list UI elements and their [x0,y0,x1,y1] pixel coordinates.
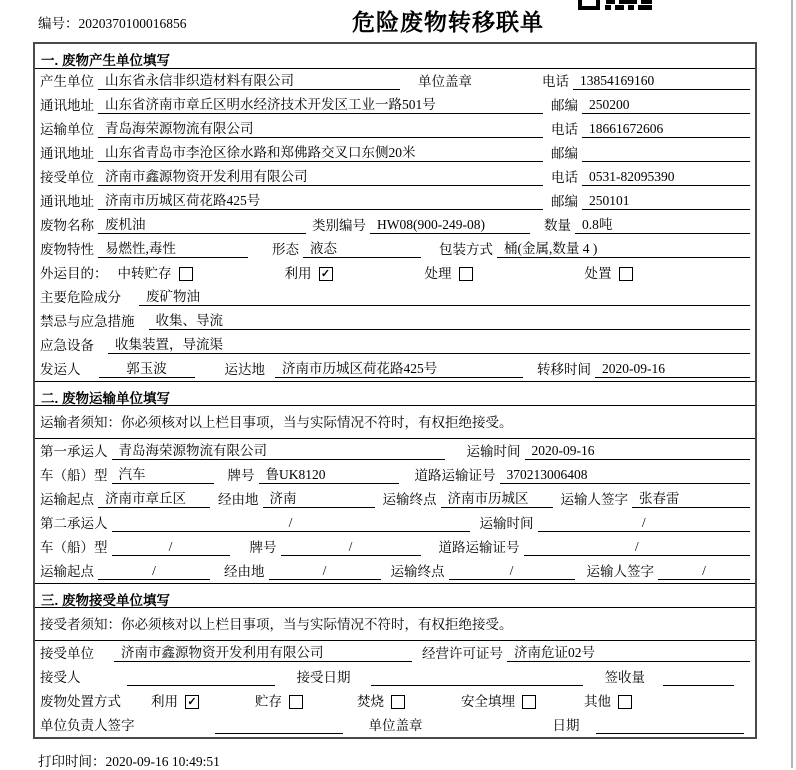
accept-date-value [371,685,583,686]
main-hazard-value: 废矿物油 [139,288,750,306]
sign-date-value [596,733,745,734]
transporter-phone-label: 电话 [551,122,578,137]
shipper-row [35,357,755,381]
second-sign-label: 运输人签字 [586,564,654,579]
disposal-landfill-label: 安全填埋 [461,694,515,709]
first-carrier-label: 第一承运人 [40,444,108,459]
head-sign-row [35,713,755,737]
second-carrier-label: 第二承运人 [40,516,108,531]
second-vehicle-value: / [112,538,230,556]
second-origin-value: / [98,562,210,580]
form-state-value: 液态 [303,240,421,258]
first-via-label: 经由地 [218,492,259,507]
transporter-notice-row [35,406,755,439]
second-origin-label: 运输起点 [40,564,94,579]
main-hazard-label: 主要危险成分 [40,290,121,305]
destination-value: 济南市历城区荷花路425号 [275,360,523,378]
qr-code-icon [578,0,654,10]
transporter-notice-text: 运输者须知：你必须核对以上栏目事项，当与实际情况不符时，有权拒绝接受。 [40,414,513,430]
first-carrier-value: 青岛海荣源物流有限公司 [112,442,445,460]
purpose-transfer-storage-item [118,265,193,282]
emergency-equip-label: 应急设备 [40,338,94,353]
receiver-unit-label: 接受单位 [40,170,94,185]
second-vehicle-row [35,535,755,559]
serial-number: 2020370100016856 [78,16,187,31]
unit-seal-label: 单位盖章 [418,74,472,89]
license-no-value: 济南危证02号 [507,644,750,662]
receiver-address-row [35,189,755,213]
first-origin-label: 运输起点 [40,492,94,507]
producer-unit-value: 山东省永信非织造材料有限公司 [98,72,400,90]
second-carrier-row [35,511,755,535]
second-permit-label: 道路运输证号 [438,540,520,555]
transfer-time-value: 2020-09-16 [595,360,750,378]
second-vehicle-label: 车（船）型 [40,540,108,555]
purpose-use-item [285,265,333,282]
serial-line [38,12,187,32]
transporter-zip-label: 邮编 [551,146,578,161]
form-state-label: 形态 [272,242,299,257]
serial-label: 编号： [38,16,79,31]
section2-header: 二. 废物运输单位填写 [35,381,755,406]
first-via-value: 济南 [263,490,375,508]
transporter-address-label: 通讯地址 [40,146,94,161]
first-sign-label: 运输人签字 [560,492,628,507]
quantity-label: 数量 [544,218,571,233]
producer-address-label: 通讯地址 [40,98,94,113]
second-terminus-value: / [449,562,575,580]
purpose-treat-item [425,265,473,282]
producer-address-value: 山东省济南市章丘区明水经济技术开发区工业一路501号 [98,96,543,114]
first-vehicle-label: 车（船）型 [40,468,108,483]
category-no-label: 类别编号 [312,218,366,233]
packing-label: 包装方式 [439,242,493,257]
second-transport-time-label: 运输时间 [479,516,534,531]
dispose-label: 处置 [584,266,612,281]
disposal-burn-checkbox [391,695,405,709]
use-checkbox: ✓ [319,267,333,281]
accept-unit-label: 接受单位 [40,646,94,661]
license-no-label: 经营许可证号 [422,646,503,661]
received-qty-label: 签收量 [604,670,645,685]
category-no-value: HW08(900-249-08) [370,216,530,234]
second-plate-label: 牌号 [249,540,277,555]
first-origin-value: 济南市章丘区 [98,490,210,508]
disposal-use-label: 利用 [151,694,178,709]
second-via-value: / [269,562,381,580]
waste-name-label: 废物名称 [40,218,94,233]
first-plate-label: 牌号 [227,468,255,483]
first-vehicle-value: 汽车 [112,466,214,484]
taboo-value: 收集、导流 [149,312,751,330]
destination-label: 运达地 [224,362,265,377]
transporter-unit-value: 青岛海荣源物流有限公司 [98,120,543,138]
accept-person-label: 接受人 [40,670,81,685]
outbound-purpose-row [35,261,755,285]
section1-header: 一. 废物产生单位填写 [35,44,755,69]
accept-person-row [35,665,755,689]
disposal-storage-item [255,693,303,710]
disposal-use-checkbox: ✓ [185,695,199,709]
producer-unit-label: 产生单位 [40,74,94,89]
transporter-zip-value [582,161,750,162]
transfer-storage-label: 中转贮存 [117,266,172,281]
print-time-value: 2020-09-16 10:49:51 [105,754,220,769]
first-sign-value: 张春雷 [632,490,750,508]
waste-traits-value: 易燃性,毒性 [98,240,248,258]
disposal-method-row [35,689,755,713]
first-permit-label: 道路运输证号 [414,468,496,483]
disposal-landfill-item [461,693,536,710]
producer-address-row [35,93,755,117]
receiver-zip-label: 邮编 [551,194,578,209]
accept-person-value [127,685,275,686]
waste-traits-row [35,237,755,261]
waste-name-value: 废机油 [98,216,306,234]
shipper-label: 发运人 [40,362,81,377]
received-qty-value [663,685,734,686]
outbound-purpose-label: 外运目的： [40,266,108,281]
accept-date-label: 接受日期 [296,670,351,685]
disposal-other-label: 其他 [584,694,611,709]
transporter-address-row [35,141,755,165]
second-sign-value: / [658,562,750,580]
treat-checkbox [459,267,473,281]
accept-unit-row [35,641,755,665]
producer-zip-label: 邮编 [551,98,578,113]
purpose-dispose-item [585,265,633,282]
disposal-method-label: 废物处置方式 [40,694,121,709]
quantity-value: 0.8吨 [575,216,750,234]
second-plate-value: / [281,538,421,556]
second-permit-value: / [524,538,751,556]
second-terminus-label: 运输终点 [390,564,445,579]
receiver-unit-row [35,165,755,189]
second-carrier-value: / [112,514,470,532]
print-time-line [38,750,220,770]
section3-header: 三. 废物接受单位填写 [35,583,755,608]
transporter-phone-value: 18661672606 [582,120,750,138]
disposal-other-item [584,693,632,710]
print-time-label: 打印时间： [38,754,106,769]
emergency-equip-row [35,333,755,357]
first-transport-time-value: 2020-09-16 [525,442,751,460]
receiver-zip-value: 250101 [582,192,750,210]
transfer-form [33,42,757,739]
packing-value: 桶(金属,数量 4 ) [497,240,750,258]
first-terminus-value: 济南市历城区 [441,490,553,508]
disposal-landfill-checkbox [522,695,536,709]
taboo-row [35,309,755,333]
receiver-address-value: 济南市历城区荷花路425号 [98,192,543,210]
accept-unit-value: 济南市鑫源物资开发利用有限公司 [114,644,412,662]
first-vehicle-row [35,463,755,487]
shipper-value: 郭玉波 [99,360,195,378]
receiver-phone-label: 电话 [551,170,578,185]
second-transport-time-value: / [538,514,751,532]
sign-date-label: 日期 [552,718,580,733]
disposal-burn-label: 焚烧 [357,694,384,709]
transporter-address-value: 山东省青岛市李沧区徐水路和郑佛路交叉口东侧20米 [98,144,543,162]
second-via-label: 经由地 [224,564,265,579]
head-sign-value [215,733,343,734]
receiver-unit-value: 济南市鑫源物资开发利用有限公司 [98,168,543,186]
transfer-time-label: 转移时间 [537,362,591,377]
producer-zip-value: 250200 [582,96,750,114]
page-edge-divider [791,0,793,768]
waste-traits-label: 废物特性 [40,242,94,257]
unit-seal2-label: 单位盖章 [368,718,423,733]
taboo-label: 禁忌与应急措施 [40,314,135,329]
transfer-storage-checkbox [179,267,193,281]
page-title: 危险废物转移联单 [352,9,544,35]
transporter-unit-row [35,117,755,141]
first-carrier-row [35,439,755,463]
receiver-address-label: 通讯地址 [40,194,94,209]
first-route-row [35,487,755,511]
dispose-checkbox [619,267,633,281]
head-sign-label: 单位负责人签字 [40,718,135,733]
disposal-burn-item [357,693,405,710]
transporter-unit-label: 运输单位 [40,122,94,137]
emergency-equip-value: 收集装置，导流渠 [108,336,750,354]
disposal-storage-label: 贮存 [255,694,282,709]
waste-name-row [35,213,755,237]
disposal-other-checkbox [618,695,632,709]
producer-phone-value: 13854169160 [573,72,750,90]
disposal-use-item [151,693,199,710]
first-plate-value: 鲁UK8120 [259,466,399,484]
receiver-phone-value: 0531-82095390 [582,168,750,186]
first-terminus-label: 运输终点 [382,492,437,507]
producer-phone-label: 电话 [542,74,569,89]
main-hazard-row [35,285,755,309]
producer-unit-row [35,69,755,93]
receiver-notice-text: 接受者须知：你必须核对以上栏目事项，当与实际情况不符时，有权拒绝接受。 [40,616,513,632]
first-permit-value: 370213006408 [500,466,751,484]
treat-label: 处理 [424,266,452,281]
disposal-storage-checkbox [289,695,303,709]
use-label: 利用 [284,266,312,281]
receiver-notice-row [35,608,755,641]
second-route-row [35,559,755,583]
first-transport-time-label: 运输时间 [466,444,521,459]
